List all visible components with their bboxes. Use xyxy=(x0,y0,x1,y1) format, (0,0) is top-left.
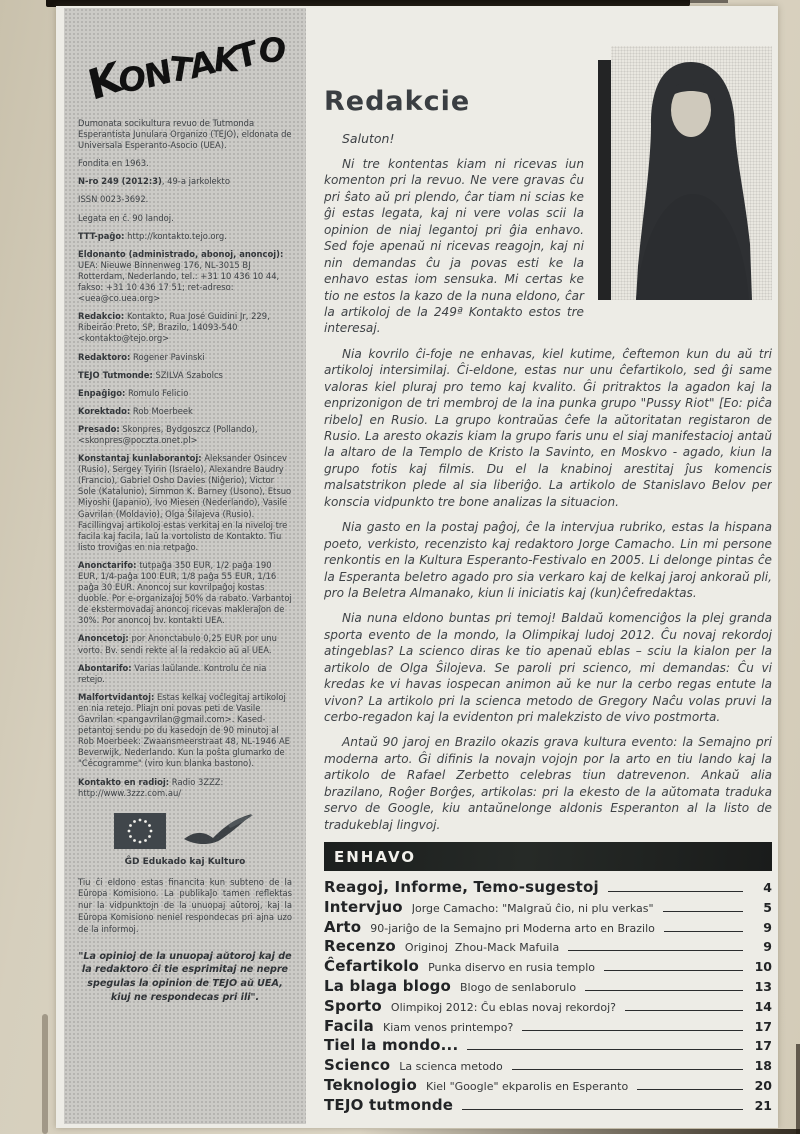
logo-letter: O xyxy=(115,58,147,100)
logo-letter: N xyxy=(141,51,172,97)
toc-item-subtitle: Originoj Zhou-Mack Mafuila xyxy=(404,941,560,955)
colophon-text: Rogener Pavinski xyxy=(130,351,205,362)
colophon-label: Abontarifo: xyxy=(78,662,132,673)
toc-item-title: Recenzo xyxy=(324,937,396,956)
toc-page-number: 5 xyxy=(763,899,772,915)
colophon-label: Redaktoro: xyxy=(78,351,131,362)
colophon-block xyxy=(78,453,292,553)
toc-row[interactable] xyxy=(324,1017,772,1037)
colophon-text: tutpaĝa 350 EUR, 1/2 paĝa 190 EUR, 1/4-paĝa 100 EUR, 1/8 paĝa 55 EUR, 1/16 paĝa 30 EUR. Anoncoj sur kovrilpaĝoj kostas duoble. Por e-organizaĵoj 50% da rabato. Varbantoj de ekstermovadaj anoncoj ricevas makleraĵon de 30%. Por anoncoj bv. kontakti UEA. xyxy=(78,559,292,626)
toc-page-number: 18 xyxy=(754,1058,772,1074)
editorial-paragraph: Nia kovrilo ĉi-foje ne enhavas, kiel kutime, ĉeftemon kun du aŭ tri artikoloj intersimilaj. Ĉi-eldone, estas nur unu ĉefartikolo, sed ĝi same valoras kiel pluraj pro temo kaj kvalito. Ĝi pritraktos la agadon kaj la enprizonigon de tri membroj de la ina punka grupo "Pussy Riot" [Eo: piĉa ribelo] en Rusio. La grupo kontraŭas ĉefe la aŭtoritatan registaron de Rusio. La aresto okazis kiam la grupo faris unu el siaj manifestacioj antaŭ la altaro de la Templo de Kristo la Savinto, en Moskvo - agado, kiun la grupo fotis kaj filmis. Du el la knabinoj arestitaj ĵus komencis malsatstrikon plede al sia liberiĝo. La artikolo de Stanislavo Belov per konscia vidpunkto tre bone analizas la situacion. xyxy=(324,346,772,509)
toc-row[interactable] xyxy=(324,997,772,1017)
colophon-text: Fondita en 1963. xyxy=(78,158,149,169)
toc-item-subtitle: La scienca metodo xyxy=(399,1060,503,1074)
scan-edge-left xyxy=(42,1014,48,1134)
colophon-block xyxy=(78,633,292,655)
colophon-label: Redakcio: xyxy=(78,311,125,322)
colophon-block xyxy=(78,213,292,224)
colophon-block xyxy=(78,388,292,399)
toc-leader-line xyxy=(625,1010,743,1011)
toc-leader-line xyxy=(568,950,743,951)
logo-letter: T xyxy=(166,48,194,90)
colophon-label: Eldonanto (administrado, abonoj, anoncoj): xyxy=(78,248,284,259)
toc-row[interactable] xyxy=(324,977,772,997)
colophon-label: Korektado: xyxy=(78,405,131,416)
toc-leader-line xyxy=(663,911,743,912)
colophon-label: Kontakto en radioj: xyxy=(78,776,170,787)
colophon-label: Enpaĝigo: xyxy=(78,387,126,398)
toc-leader-line xyxy=(604,970,743,971)
toc-item-title: Scienco xyxy=(324,1056,391,1075)
colophon-label: Malfortvidantoj: xyxy=(78,691,155,702)
toc-row[interactable] xyxy=(324,937,772,957)
toc-item-subtitle: Jorge Camacho: "Malgraŭ ĉio, ni plu verkas" xyxy=(411,901,654,915)
toc-row[interactable] xyxy=(324,1096,772,1116)
toc-page-number: 9 xyxy=(763,919,772,935)
toc-leader-line xyxy=(608,891,743,892)
toc-item-title: Intervjuo xyxy=(324,897,403,916)
toc-row[interactable] xyxy=(324,878,772,898)
toc-header-label: ENHAVO xyxy=(334,847,417,866)
colophon-block xyxy=(78,352,292,363)
toc-row[interactable] xyxy=(324,918,772,938)
editorial-paragraph: Nia gasto en la postaj paĝoj, ĉe la intervjua rubriko, estas la hispana poeto, verkisto, recenzisto kaj redaktoro Jorge Camacho. Lin mi persone renkontis en la Kultura Esperanto-Festivalo en 2005. Li delonge pintas ĉe la Esperanta beletro agado pro sia verkaro kaj de kelkaj jaroj ankoraŭ pli, pro la Beletra Almanako, kiun li iniciatis kaj (kun)ĉefredaktas. xyxy=(324,520,772,600)
colophon-block xyxy=(78,311,292,344)
toc-item-title: Arto xyxy=(324,917,362,936)
colophon-text: Skonpres, Bydgoszcz (Pollando), <skonpres@poczta.onet.pl> xyxy=(78,423,258,445)
colophon-block xyxy=(78,249,292,304)
editorial-paragraph: Antaŭ 90 jaroj en Brazilo okazis grava kultura evento: la Semajno pri moderna arto. Ĝi difinis la novajn vojojn por la arto en tiu lando kaj la artikolo de Rafael Zerbetto celebras tiun datrevenon. Ankaŭ alia brazilano, Roĝer Borĝes, artikolas: pri la ekesto de la aŭtomata traduka servo de Google, kiu antaŭnelonge aldonis Esperanton al la listo de tradukeblaj lingvoj. xyxy=(324,735,772,832)
toc-leader-line xyxy=(462,1109,743,1110)
toc-leader-line xyxy=(637,1089,743,1090)
colophon-text: UEA: Nieuwe Binnenweg 176, NL-3015 BJ Rotterdam, Nederlando, tel.: +31 10 436 10 44, fakso: +31 10 436 17 51; ret-adreso: <uea@co.uea.org> xyxy=(78,259,280,304)
funding-note: Tiu ĉi eldono estas financita kun subteno de la Eŭropa Komisiono. La publikaĵo tamen reflektas nur la vidpunktojn de la unuopaj aŭtoroj, kaj la Eŭropa Komisiono neniel respondecas pri ajna uzo de la informoj. xyxy=(78,876,292,934)
toc-item-subtitle: Kiam venos printempo? xyxy=(383,1020,514,1034)
editorial-paragraph: Nia nuna eldono buntas pri temoj! Baldaŭ komenciĝos la plej granda sporta evento de la mondo, la Olimpikaj ludoj 2012. Ĉu novaj rekordoj atingeblas? La scienco diras ke tio apenaŭ eblas – sciu la kialon per la artikolo de Olga Ŝilojeva. Se paroli pri scienco, mi demandas: Ĉu vi kredas ke vi havas iospecan animon aŭ ke nur la cerbo regas entute la vivon? La artikolo pri la scienca metodo de Gregory Naĉu volas pruvi la cerbo-regadon kaj la evidenton pri malekzisto de vivo postmorta. xyxy=(324,611,772,724)
colophon-text: Estas kelkaj voĉlegitaj artikoloj en nia retejo. Pliajn oni povas peti de Vasile Gavrilan <pangavrilan@gmail.com>. Kased-petantoj sendu po du kasedojn de 90 minutoj al Rob Moerbeek: Zwaansmeerstraat 48, NL-1946 AE Beverwijk, Nederlando. Kun la poŝta glumarko de "Cécogramme" (viro kun blanka bastono). xyxy=(78,691,290,769)
colophon-block xyxy=(78,370,292,381)
colophon-label: Konstantaj kunlaborantoj: xyxy=(78,453,202,464)
toc-row[interactable] xyxy=(324,957,772,977)
colophon-text: Varias laŭlande. Kontrolu ĉe nia retejo. xyxy=(78,662,267,684)
toc-header-bar xyxy=(324,842,772,871)
colophon-text: Rob Moerbeek xyxy=(130,405,193,416)
colophon-text: Kontakto, Rua José Guidini Jr, 229, Ribeirão Preto, SP, Brazilo, 14093-540 <kontakto@tejo.org> xyxy=(78,311,270,344)
logo-letter: A xyxy=(186,42,216,87)
toc-page-number: 20 xyxy=(754,1077,772,1093)
toc-item-title: TEJO tutmonde xyxy=(324,1095,454,1114)
toc-leader-line xyxy=(522,1030,743,1031)
photo-edge-bar xyxy=(598,60,611,300)
toc-item-title: La blaga blogo xyxy=(324,976,452,995)
scan-edge-top-right xyxy=(688,0,728,3)
colophon-text: , 49-a jarkolekto xyxy=(161,176,230,187)
colophon-label: Anoncetoj: xyxy=(78,633,129,644)
editorial-paragraph: Ni tre kontentas kiam ni ricevas iun komenton pri la revuo. Ne vere gravas ĉu pri ŝato aŭ pri plendo, ĉar tiam ni scias ke ĝi estas legata, kaj ni vere volas scii la opinion de niaj legantoj pri ĝia enhavo. Sed foje apenaŭ ni ricevas reagojn, kaj ni nin demandas ĉu ja povas esti ke la enhavo estas iom sensuka. Mi certas ke tio ne estos la kazo de la nuna eldono, ĉar la artikoloj de la 249ª Kontakto estos tre interesaj. xyxy=(324,157,584,336)
toc-item-subtitle: Kiel "Google" ekparolis en Esperanto xyxy=(426,1079,629,1093)
editorial-greeting: Saluton! xyxy=(342,131,395,146)
editor-portrait xyxy=(611,46,772,300)
colophon-label: TTT-paĝo: xyxy=(78,230,125,241)
toc-page-number: 9 xyxy=(763,939,772,955)
colophon-text: Dumonata socikultura revuo de Tutmonda Esperantista Junulara Organizo (TEJO), eldonata de Universala Esperanto-Asocio (UEA). xyxy=(78,118,292,151)
toc-item-title: Reagoj, Informe, Temo-sugestoj xyxy=(324,878,599,896)
colophon-sidebar xyxy=(64,8,306,1124)
toc-row[interactable] xyxy=(324,1056,772,1076)
bird-swoosh-icon xyxy=(182,811,256,851)
colophon-block xyxy=(78,692,292,770)
colophon-block xyxy=(78,158,292,169)
toc-item-title: Facila xyxy=(324,1016,374,1035)
colophon-block xyxy=(78,231,292,242)
toc-page-number: 17 xyxy=(754,1038,772,1054)
colophon-label: Presado: xyxy=(78,423,120,434)
colophon-label: N-ro 249 (2012:3) xyxy=(78,176,162,187)
editor-photo xyxy=(598,46,772,300)
toc-row[interactable] xyxy=(324,898,772,918)
colophon-text: Aleksander Osincev (Rusio), Sergey Tyirin (Israelo), Alexandre Baudry (Francio), Gabriel Osho Davies (Niĝerio), Victor Sole (Katalunio), Simmon K. Barney (Usono), Etsuo Miyoshi (Japanio), Ivo Miesen (Nederlando), Vasile Gavrilan (Moldavio), Olga Ŝilajeva (Rusio). Facillingvaj artikoloj estas verkitaj en la niveloj tre facila kaj facila, laŭ la vortolisto de Kontakto. Tiu listo troviĝas en nia retpaĝo. xyxy=(78,453,292,552)
colophon-label: Anonctarifo: xyxy=(78,559,137,570)
toc-page-number: 4 xyxy=(763,880,772,895)
portrait-silhouette xyxy=(611,46,772,300)
colophon-block xyxy=(78,663,292,685)
toc-item-title: Ĉefartikolo xyxy=(324,957,420,976)
toc-leader-line xyxy=(467,1049,743,1050)
colophon-block xyxy=(78,777,292,799)
colophon-text: Romulo Felicio xyxy=(125,387,189,398)
colophon-label: TEJO Tutmonde: xyxy=(78,369,153,380)
colophon-text: SZILVA Szabolcs xyxy=(152,369,223,380)
colophon-blocks xyxy=(78,118,292,799)
toc-item-subtitle: Punka diservo en rusia templo xyxy=(428,961,595,975)
toc-item-title: Tiel la mondo... xyxy=(324,1036,459,1055)
colophon-text: Radio 3ZZZ: http://www.3zzz.com.au/ xyxy=(78,776,224,798)
table-of-contents xyxy=(324,842,772,1116)
disclaimer-quote: "La opinioj de la unuopaj aŭtoroj kaj de la redaktoro ĉi tie esprimitaj ne nepre spegulas la opinion de TEJO aŭ UEA, kiuj ne respondecas pri ili". xyxy=(78,950,292,1004)
sponsor-logos xyxy=(78,811,292,851)
scan-edge-bottom xyxy=(360,1129,800,1134)
kontakto-logo xyxy=(78,18,292,118)
sponsor-caption: ĜD Edukado kaj Kulturo xyxy=(124,856,246,867)
toc-row[interactable] xyxy=(324,1036,772,1056)
toc-page-number: 13 xyxy=(754,978,772,994)
colophon-text: http://kontakto.tejo.org. xyxy=(124,230,227,241)
toc-page-number: 14 xyxy=(754,998,772,1014)
magazine-page xyxy=(56,6,778,1128)
toc-item-subtitle: Olimpikoj 2012: Ĉu eblas novaj rekordoj? xyxy=(390,1000,617,1014)
toc-item-title: Sporto xyxy=(324,996,382,1015)
colophon-block xyxy=(78,194,292,205)
toc-item-title: Teknologio xyxy=(324,1075,418,1094)
colophon-block xyxy=(78,176,292,187)
eu-flag-icon xyxy=(114,813,166,849)
logo-letter: T xyxy=(231,33,259,78)
logo-letter: K xyxy=(83,52,124,110)
toc-page-number: 17 xyxy=(754,1018,772,1034)
colophon-text: Legata en ĉ. 90 landoj. xyxy=(78,212,174,223)
toc-leader-line xyxy=(585,990,743,991)
logo-letter: O xyxy=(255,29,288,71)
toc-page-number: 21 xyxy=(754,1097,772,1113)
toc-rows xyxy=(324,878,772,1116)
colophon-block xyxy=(78,560,292,627)
scan-edge-right xyxy=(796,1044,800,1134)
logo-letter: K xyxy=(211,39,239,80)
colophon-block xyxy=(78,118,292,151)
colophon-block xyxy=(78,424,292,446)
toc-item-subtitle: Blogo de senlaborulo xyxy=(460,980,577,994)
toc-item-subtitle: 90-jariĝo de la Semajno pri Moderna arto en Brazilo xyxy=(370,921,655,935)
toc-leader-line xyxy=(664,931,743,932)
toc-row[interactable] xyxy=(324,1076,772,1096)
colophon-block xyxy=(78,406,292,417)
page-title: Redakcie xyxy=(324,86,471,117)
toc-page-number: 10 xyxy=(754,959,772,975)
toc-leader-line xyxy=(512,1069,743,1070)
editorial-section xyxy=(324,40,772,832)
colophon-text: ISSN 0023-3692. xyxy=(78,194,149,205)
colophon-text: por Anonctabulo 0,25 EUR por unu vorto. Bv. sendi rekte al la redakcio aŭ al UEA. xyxy=(78,633,277,655)
